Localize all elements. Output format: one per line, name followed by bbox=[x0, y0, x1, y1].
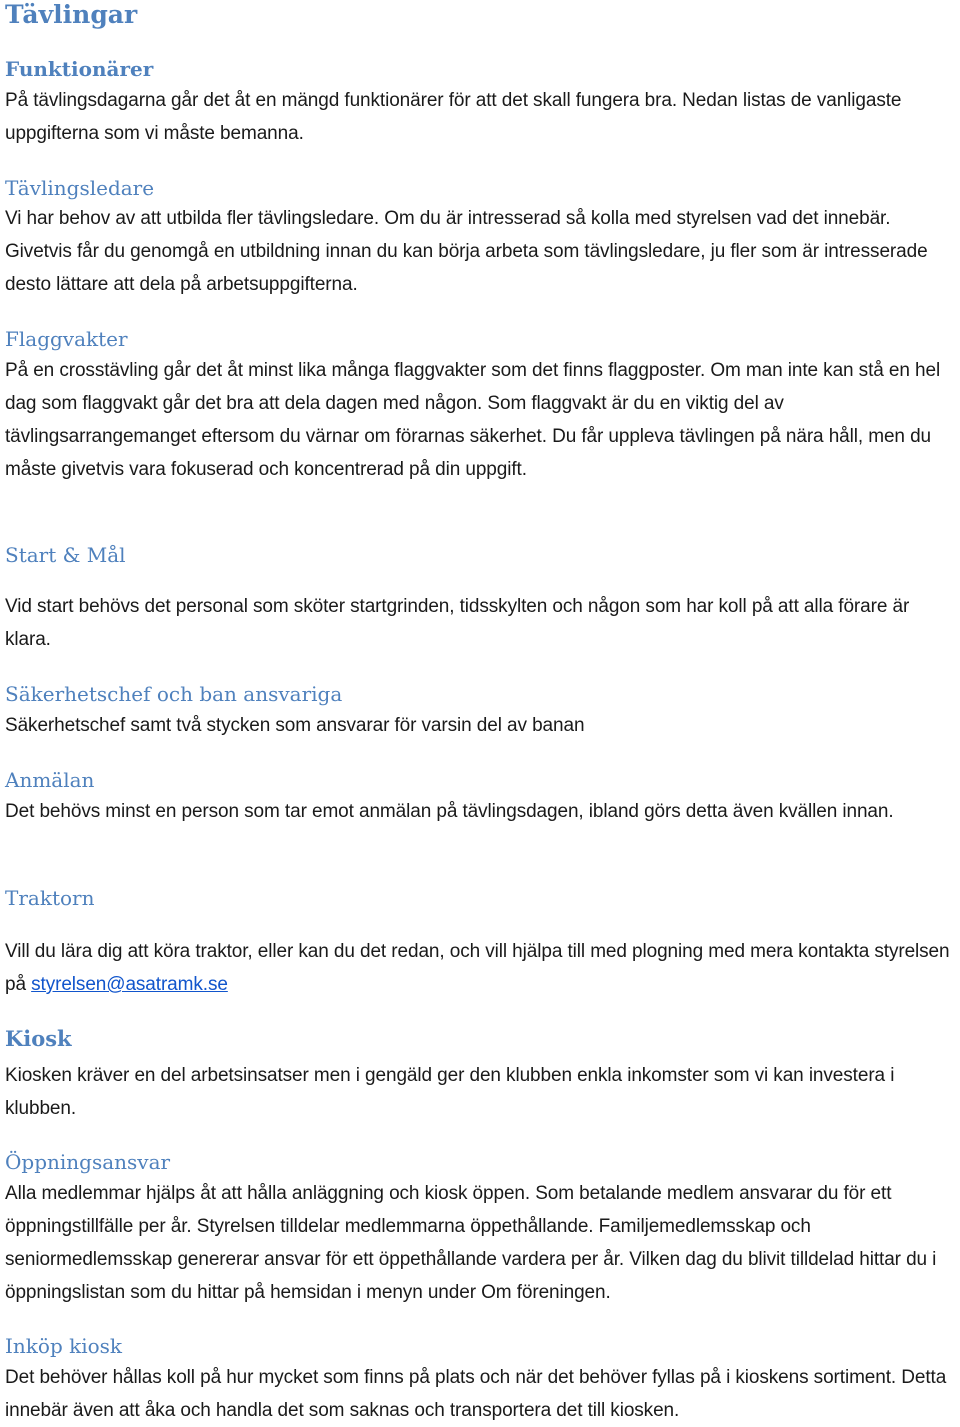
paragraph-oppningsansvar: Alla medlemmar hjälps åt att hålla anläggning och kiosk öppen. Som betalande medlem ansvarar du för ett öppningstillfälle per år. Styrelsen tilldelar medlemmarna öppethållande. Familjemedlemsskap och seniormedlemsskap genererar ansvar för ett öppethållande vardera per år. Vilken dag du blivit tilldelad hittar du i öppningslistan som du hittar på hemsidan i menyn under Om föreningen. bbox=[5, 1183, 937, 1303]
heading-anmalan: Anmälan bbox=[5, 768, 95, 792]
traktorn-text: Vill du lära dig att köra traktor, eller kan du det redan, och vill hjälpa till med plogning med mera kontakta styrelsen på bbox=[5, 941, 950, 995]
heading-sakerhet: Säkerhetschef och ban ansvariga bbox=[5, 682, 343, 706]
paragraph-traktorn bbox=[5, 935, 960, 1001]
heading-flaggvakter: Flaggvakter bbox=[5, 327, 128, 351]
heading-start-mal: Start & Mål bbox=[5, 543, 126, 567]
paragraph-kiosk: Kiosken kräver en del arbetsinsatser men i gengäld ger den klubben enkla inkomster som vi kan investera i klubben. bbox=[5, 1065, 895, 1119]
paragraph-sakerhet: Säkerhetschef samt två stycken som ansvarar för varsin del av banan bbox=[5, 715, 585, 736]
paragraph-funktionarer: På tävlingsdagarna går det åt en mängd funktionärer för att det skall fungera bra. Nedan listas de vanligaste uppgifterna som vi måste bemanna. bbox=[5, 90, 902, 144]
page-title: Tävlingar bbox=[5, 0, 138, 29]
heading-traktorn: Traktorn bbox=[5, 886, 95, 910]
paragraph-flaggvakter: På en crosstävling går det åt minst lika många flaggvakter som det finns flaggposter. Om man inte kan stå en hel dag som flaggvakt går det bra att dela dagen med någon. Som flaggvakt är du en viktig del av tävlingsarrangemanget eftersom du värnar om förarnas säkerhet. Du får uppleva tävlingen på nära håll, men du måste givetvis vara fokuserad och koncentrerad på din uppgift. bbox=[5, 360, 941, 480]
heading-inkop-kiosk: Inköp kiosk bbox=[5, 1334, 123, 1358]
heading-funktionarer: Funktionärer bbox=[5, 57, 154, 81]
heading-oppningsansvar: Öppningsansvar bbox=[5, 1150, 171, 1174]
heading-kiosk: Kiosk bbox=[5, 1026, 72, 1051]
paragraph-tavlingsledare: Vi har behov av att utbilda fler tävlingsledare. Om du är intresserad så kolla med styrelsen vad det innebär. Givetvis får du genomgå en utbildning innan du kan börja arbeta som tävlingsledare, ju fler som är intresserade desto lättare att dela på arbetsuppgifterna. bbox=[5, 208, 928, 295]
paragraph-inkop-kiosk: Det behöver hållas koll på hur mycket som finns på plats och när det behöver fyllas på i kioskens sortiment. Detta innebär även att åka och handla det som saknas och transportera det till kiosken. bbox=[5, 1367, 947, 1421]
paragraph-start-mal: Vid start behövs det personal som sköter startgrinden, tidsskylten och någon som har koll på att alla förare är klara. bbox=[5, 596, 910, 650]
styrelsen-email-link[interactable]: styrelsen@asatramk.se bbox=[31, 974, 228, 995]
heading-tavlingsledare: Tävlingsledare bbox=[5, 176, 155, 200]
paragraph-anmalan: Det behövs minst en person som tar emot anmälan på tävlingsdagen, ibland görs detta även kvällen innan. bbox=[5, 801, 894, 822]
